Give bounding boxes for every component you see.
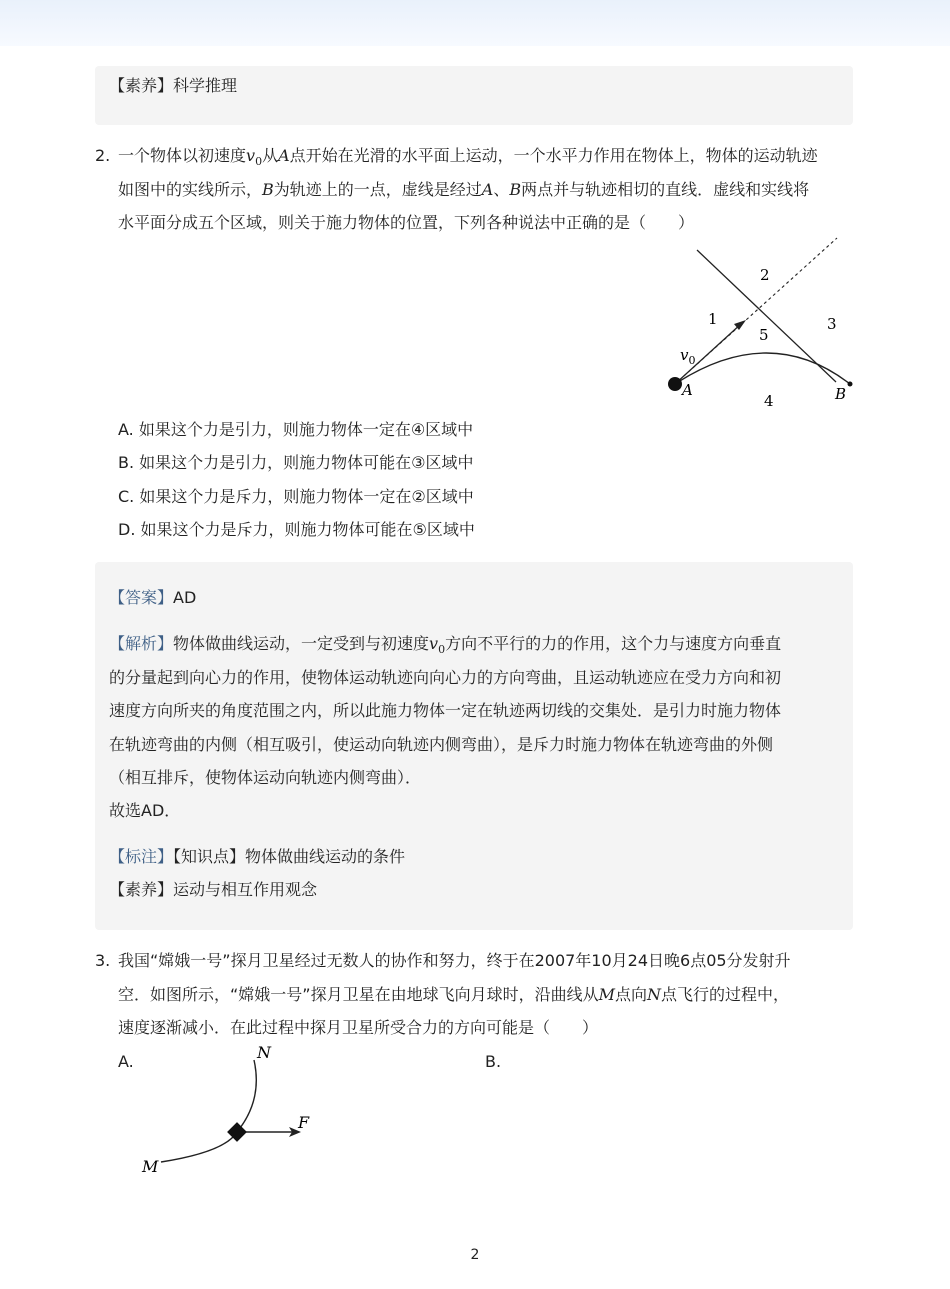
point-a-label: A	[682, 381, 693, 399]
region-5-label: 5	[759, 326, 769, 344]
q2-figure	[660, 232, 860, 412]
q2-line-3: 水平面分成五个区域，则关于施力物体的位置，下列各种说法中正确的是（ ）	[118, 213, 695, 232]
q3-number: 3.	[95, 951, 111, 970]
trajectory-curve	[675, 353, 850, 384]
page-number: 2	[470, 1247, 480, 1263]
v0-symbol: $v_0$	[246, 146, 263, 169]
q2-number: 2.	[95, 146, 111, 165]
q2-line-1: 一个物体以初速度$v_0$从A点开始在光滑的水平面上运动，一个水平力作用在物体上，物体的运动轨迹	[118, 146, 818, 169]
q2-option-d[interactable]: D. 如果这个力是斥力，则施力物体可能在⑤区域中	[118, 520, 475, 539]
point-b-label: B	[835, 385, 847, 403]
region-4-label: 4	[764, 392, 774, 410]
q2-option-c[interactable]: C. 如果这个力是斥力，则施力物体一定在②区域中	[118, 487, 474, 506]
point-b-dot-icon	[848, 382, 853, 387]
analysis-line-3: 速度方向所夹的角度范围之内，所以此施力物体一定在轨迹两切线的交集处．是引力时施力物体	[109, 701, 782, 720]
point-m-label: M	[142, 1157, 159, 1176]
region-2-label: 2	[760, 266, 770, 284]
header-band	[0, 0, 950, 46]
v0-label: $v_0$	[680, 346, 696, 367]
force-f-label: F	[298, 1113, 310, 1132]
q2-option-a[interactable]: A. 如果这个力是引力，则施力物体一定在④区域中	[118, 420, 474, 439]
analysis-line-2: 的分量起到向心力的作用，使物体运动轨迹向向心力的方向弯曲，且运动轨迹应在受力方向和初	[109, 668, 782, 687]
q2-line-2: 如图中的实线所示，B为轨迹上的一点，虚线是经过A、B两点并与轨迹相切的直线．虚线和实线将	[118, 180, 810, 199]
answer-value: AD	[173, 588, 197, 607]
conclusion-line: 故选AD．	[109, 801, 181, 820]
q2-analysis-box	[95, 562, 853, 930]
satellite-trajectory	[161, 1060, 256, 1162]
analysis-line-1: 【解析】物体做曲线运动，一定受到与初速度$v_0$方向不平行的力的作用，这个力与速度方向垂直	[109, 634, 782, 657]
note-line: 【标注】【知识点】物体做曲线运动的条件	[109, 847, 406, 866]
analysis-line-4: 在轨迹弯曲的内侧（相互吸引，使运动向轨迹内侧弯曲），是斥力时施力物体在轨迹弯曲的外侧	[109, 735, 774, 754]
point-n-label: N	[257, 1043, 271, 1062]
prev-suyang: 【素养】科学推理	[109, 76, 238, 95]
object-dot-icon	[668, 377, 682, 391]
answer-line: 【答案】AD	[109, 588, 197, 607]
q3-option-b-label[interactable]: B.	[485, 1052, 502, 1071]
region-1-label: 1	[708, 310, 718, 328]
prev-analysis-box	[95, 66, 853, 125]
q3-option-a-label[interactable]: A.	[118, 1052, 134, 1071]
suyang-line: 【素养】运动与相互作用观念	[109, 880, 318, 899]
region-3-label: 3	[827, 315, 837, 333]
q3-line-1: 我国“嫦娥一号”探月卫星经过无数人的协作和努力，终于在2007年10月24日晚6点05分发射升	[118, 951, 791, 970]
q3-option-a-figure	[135, 1040, 335, 1180]
q3-line-3: 速度逐渐减小．在此过程中探月卫星所受合力的方向可能是（ ）	[118, 1018, 599, 1037]
analysis-line-5: （相互排斥，使物体运动向轨迹内侧弯曲）．	[109, 768, 422, 787]
q2-option-b[interactable]: B. 如果这个力是引力，则施力物体可能在③区域中	[118, 453, 474, 472]
q3-line-2: 空．如图所示，“嫦娥一号”探月卫星在由地球飞向月球时，沿曲线从M点向N点飞行的过程中，	[118, 985, 790, 1004]
